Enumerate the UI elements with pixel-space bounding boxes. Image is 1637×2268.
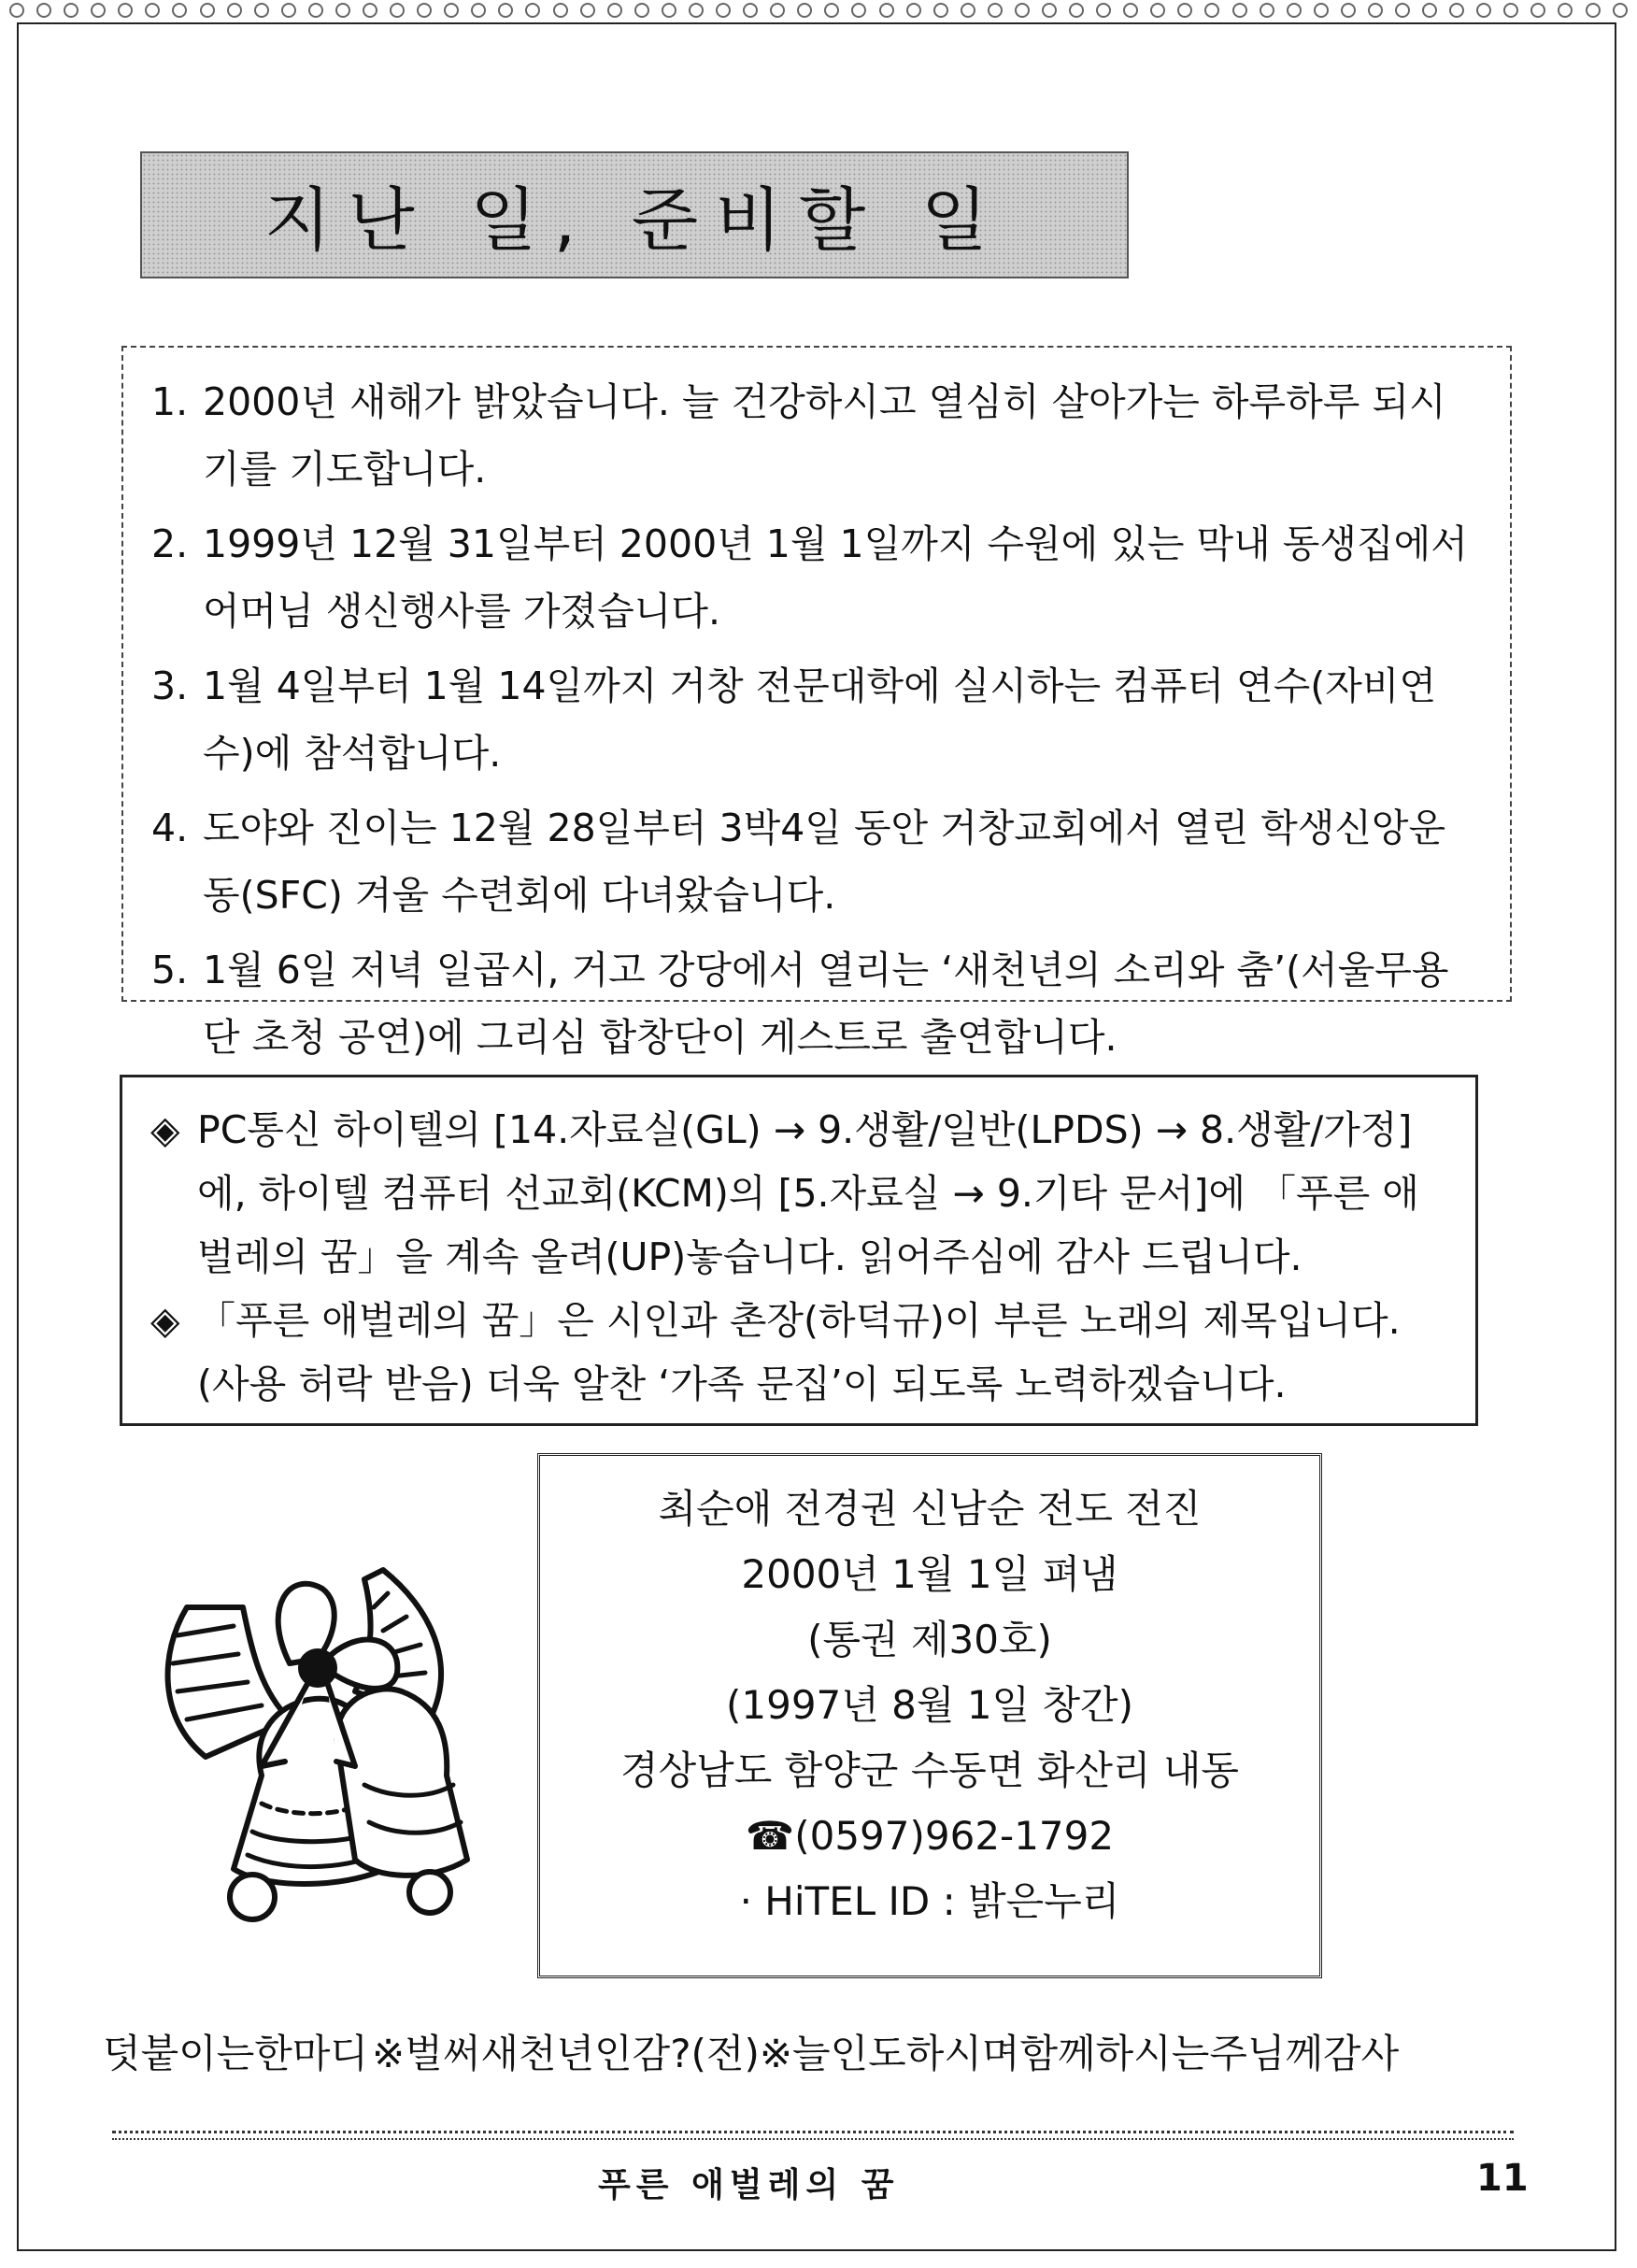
address-line: 경상남도 함양군 수동면 화산리 내동 xyxy=(620,1747,1239,1793)
christmas-bells-icon xyxy=(149,1551,505,1944)
note-text: 도야와 진이는 12월 28일부터 3박4일 동안 거창교회에서 열린 학생신앙운동(SFC) 겨울 수련회에 다녀왔습니다. xyxy=(203,806,1446,918)
page-title: 지난 일, 준비할 일 xyxy=(263,180,1005,261)
afterword-label: 덧붙이는한마디 xyxy=(103,2031,369,2076)
footer-divider xyxy=(112,2129,1514,2140)
footer-title: 푸른 애벌레의 꿈 xyxy=(598,2166,900,2204)
members-line: 최순애 전경권 신남순 전도 전진 xyxy=(658,1486,1202,1532)
notice-item xyxy=(150,1289,1447,1416)
page-number: 11 xyxy=(1476,2157,1529,2200)
note-number: 4. xyxy=(151,806,189,850)
diamond-bullet-icon: ◈ xyxy=(150,1107,180,1152)
notice-text: 「푸른 애벌레의 꿈」은 시인과 촌장(하덕규)이 부른 노래의 제목입니다. (사용 허락 받음) 더욱 알찬 ‘가족 문집’이 되도록 노력하겠습니다. xyxy=(197,1298,1401,1406)
afterword-line xyxy=(103,2023,1542,2079)
note-text: 1월 6일 저녁 일곱시, 거고 강당에서 열리는 ‘새천년의 소리와 춤’(서울무용단 초청 공연)에 그리심 합창단이 게스트로 출연합니다. xyxy=(203,948,1449,1060)
publication-info xyxy=(537,1453,1322,1978)
note-number: 5. xyxy=(151,948,189,992)
issue-number: (통권 제30호) xyxy=(807,1617,1052,1662)
note-text: 1999년 12월 31일부터 2000년 1월 1일까지 수원에 있는 막내 동생집에서 어머님 생신행사를 가졌습니다. xyxy=(203,521,1468,634)
note-number: 3. xyxy=(151,663,189,708)
phone-line: ☎(0597)962-1792 xyxy=(745,1813,1115,1859)
notes-list xyxy=(121,346,1512,1060)
hitel-id-line: · HiTEL ID : 밝은누리 xyxy=(739,1878,1120,1924)
note-item xyxy=(151,368,1482,503)
note-text: 1월 4일부터 1월 14일까지 거창 전문대학에 실시하는 컴퓨터 연수(자비연수)에 참석합니다. xyxy=(203,663,1437,776)
note-item xyxy=(151,652,1482,787)
note-item xyxy=(151,510,1482,645)
note-number: 1. xyxy=(151,379,189,424)
binding-holes xyxy=(0,0,1637,21)
note-number: 2. xyxy=(151,521,189,566)
published-date: 2000년 1월 1일 펴냄 xyxy=(741,1551,1118,1597)
founded-date: (1997년 8월 1일 창간) xyxy=(725,1682,1133,1728)
note-item xyxy=(151,936,1482,1071)
afterword-text: ※벌써새천년인감?(전)※늘인도하시며함께하시는주님께감사 xyxy=(372,2031,1400,2076)
notice-item xyxy=(150,1098,1447,1289)
note-item xyxy=(151,794,1482,929)
diamond-bullet-icon: ◈ xyxy=(150,1298,180,1343)
notice-box xyxy=(120,1075,1478,1426)
title-banner xyxy=(140,151,1129,278)
note-text: 2000년 새해가 밝았습니다. 늘 건강하시고 열심히 살아가는 하루하루 되시기를 기도합니다. xyxy=(203,379,1446,492)
notice-text: PC통신 하이텔의 [14.자료실(GL) → 9.생활/일반(LPDS) → 8.생활/가정]에, 하이텔 컴퓨터 선교회(KCM)의 [5.자료실 → 9.기타 문서]에 「푸른 애벌레의 꿈」을 계속 올려(UP)놓습니다. 읽어주심에 감사 드립니다. xyxy=(197,1107,1419,1279)
